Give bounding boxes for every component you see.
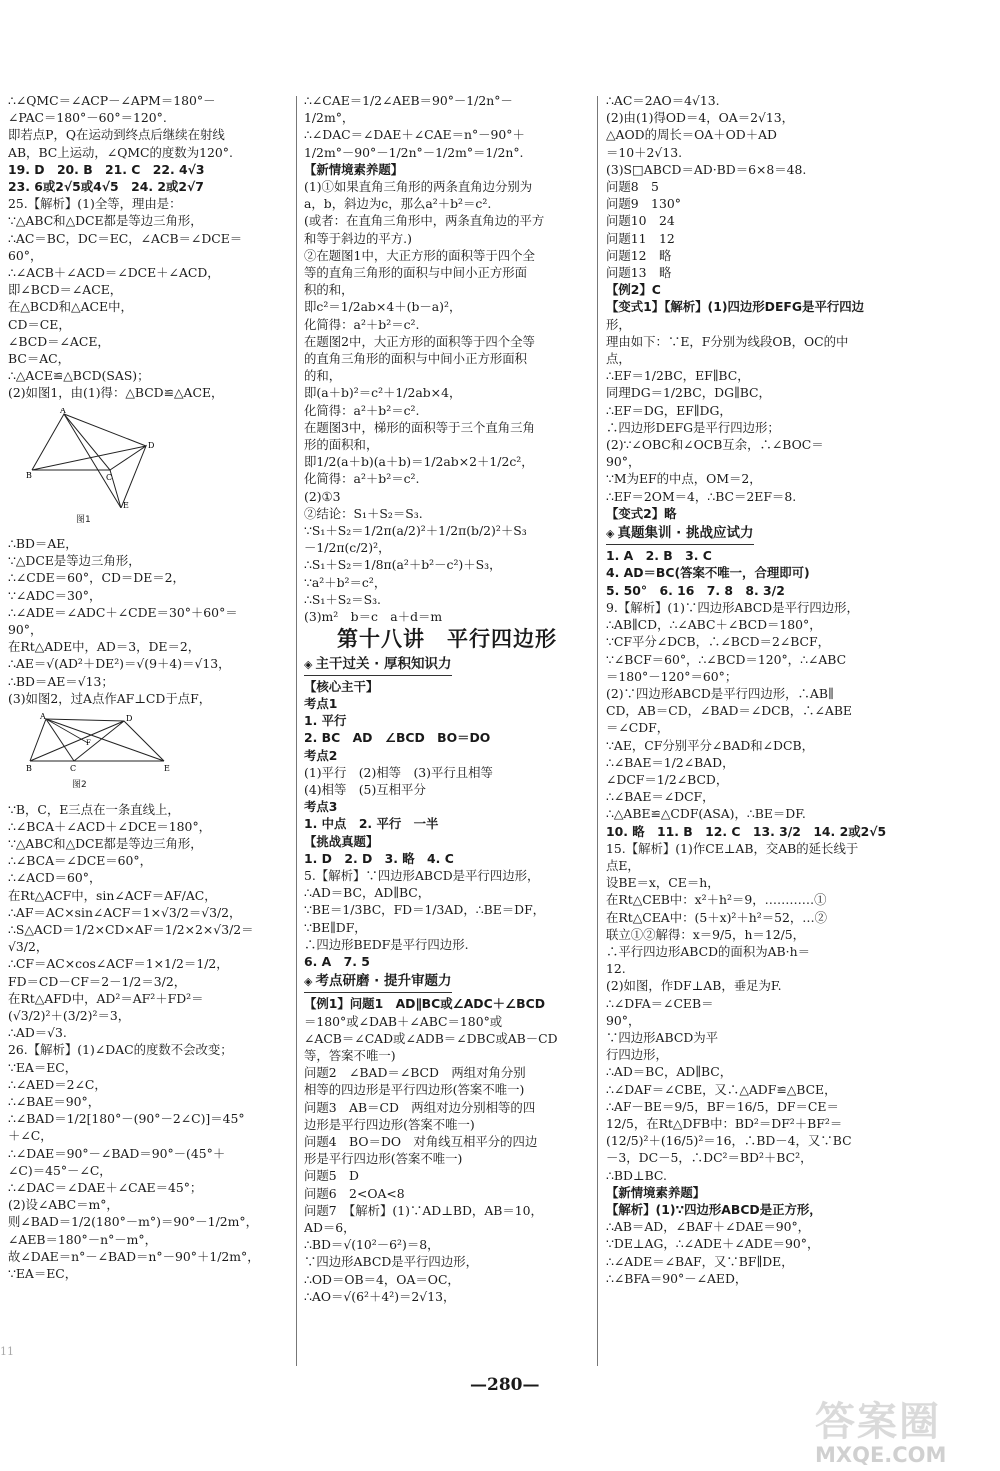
- text-line: ∴∠CAE＝1/2∠AEB＝90°－1/2n°－: [304, 93, 513, 108]
- text-line: ＝∠CDF，: [606, 720, 670, 736]
- text-line: ∴AC＝2AO＝4√13.: [606, 93, 720, 108]
- text-line: ∴BD＝AE＝√13；: [8, 673, 114, 689]
- text-line: (1)①如果直角三角形的两条直角边分别为: [304, 179, 533, 195]
- section-banner-2-text: 考点研磨 · 提升审题力: [315, 973, 452, 990]
- text-line: 问题10 24: [606, 213, 675, 229]
- watermark-bottom: MXQE.COM: [815, 1443, 947, 1467]
- text-line: ∴∠ACB＋∠ACD＝∠DCE＋∠ACD，: [8, 265, 220, 281]
- text-line: AD＝6，: [304, 1220, 356, 1235]
- watermark-top: 答案圈: [815, 1399, 941, 1445]
- text-line: ＋∠C，: [8, 1128, 53, 1144]
- text-line: ∴四边形DEFG是平行四边形；: [606, 419, 780, 435]
- text-line: ∠ACB＝∠CAD或∠ADB＝∠DBC或AB－CD: [304, 1030, 558, 1046]
- text-line: 积的和，: [304, 282, 354, 298]
- text-line: 90°，: [606, 454, 641, 470]
- text-line: ∴BD⊥BC.: [606, 1167, 667, 1183]
- text-line: 形是平行四边形(答案不唯一): [304, 1151, 463, 1167]
- text-line: ∴∠DAC＝∠DAE＋∠CAE＝n°－90°＋: [304, 127, 525, 143]
- text-line: ∴AB∥CD，∴∠ABC＋∠BCD＝180°，: [606, 617, 822, 633]
- text-line: ∴∠ADE＝∠BAF，又∵BF∥DE，: [606, 1253, 794, 1269]
- text-line: 90°，: [606, 1012, 641, 1028]
- svg-text:E: E: [164, 764, 170, 774]
- text-line: ∵EA＝EC，: [8, 1059, 78, 1075]
- text-line: 在题图3中，梯形的面积等于三个直角三角: [304, 419, 535, 435]
- text-line: ∵BE∥DF，: [304, 919, 367, 935]
- svg-text:B: B: [26, 470, 32, 480]
- column-right: [606, 92, 896, 1287]
- text-line: √3/2，: [8, 939, 49, 955]
- text-line: (3)如图2，过A点作AF⊥CD于点F，: [8, 690, 212, 706]
- text-line: ∠AEB＝180°－n°－m°，: [8, 1231, 158, 1247]
- text-line: ∴∠BCA＋∠ACD＋∠DCE＝180°，: [8, 818, 212, 834]
- text-line: 在题图2中，大正方形的面积等于四个全等: [304, 333, 535, 349]
- text-line: (3)m² b＝c a＋d＝m: [304, 609, 443, 625]
- side-mark: 11: [0, 1345, 14, 1358]
- text-line: ∵△DCE是等边三角形，: [8, 553, 141, 569]
- lecture-title: 第十八讲 平行四边形: [337, 627, 557, 652]
- text-line: ∴∠ADE＝∠ADC＋∠CDE＝30°＋60°＝: [8, 604, 238, 620]
- text-line: ∴AC＝BC，DC＝EC，∠ACB＝∠DCE＝: [8, 230, 243, 246]
- text-line: 形的面积和，: [304, 437, 379, 453]
- text-line: ∵四边形ABCD是平行四边形，: [304, 1254, 478, 1270]
- text-line: ∵CF平分∠DCB，∴∠BCD＝2∠BCF，: [606, 634, 831, 650]
- text-line: 12/5，在Rt△DFB中：BD²＝DF²＋BF²＝: [606, 1115, 843, 1131]
- svg-text:C: C: [70, 764, 77, 774]
- text-line: ∴AD＝BC，AD∥BC，: [304, 885, 431, 901]
- text-line: 相等的四边形是平行四边形(答案不唯一): [304, 1082, 525, 1098]
- text-line: 化简得：a²＋b²＝c².: [304, 402, 420, 418]
- column-left: [8, 92, 288, 1282]
- text-line: 则∠BAD＝1/2(180°－m°)＝90°－1/2m°，: [8, 1214, 258, 1230]
- svg-text:A: A: [40, 713, 46, 722]
- text-line: ∵∠ADC＝30°，: [8, 587, 102, 603]
- text-line: 60°，: [8, 247, 43, 263]
- text-line: 15.【解析】(1)作CE⊥AB，交AB的延长线于: [606, 840, 859, 856]
- text-line: 点E，: [606, 857, 640, 873]
- text-line: (2)如图，作DF⊥AB，垂足为F.: [606, 978, 782, 994]
- text-line: ∵BE＝1/3BC，FD＝1/3AD，∴BE＝DF，: [304, 902, 546, 918]
- text-line: ∠BCD＝∠ACE，: [8, 333, 110, 349]
- text-line: ∴∠DAC＝∠DAE＋∠CAE＝45°；: [8, 1179, 203, 1195]
- figure-1: [26, 408, 288, 529]
- text-line: 问题9 130°: [606, 196, 681, 212]
- text-line: (2)∵四边形ABCD是平行四边形，∴AB∥: [606, 685, 834, 701]
- text-line: 2. BC AD ∠BCD BO＝DO: [304, 730, 491, 746]
- text-line: ∵a²＋b²＝c²，: [304, 574, 387, 590]
- text-line: ∴∠QMC＝∠ACP－∠APM＝180°－: [8, 93, 216, 108]
- text-line: ∴AF－BE＝9/5，BF＝16/5，DF＝CE＝: [606, 1098, 839, 1114]
- text-line: ∴平行四边形ABCD的面积为AB·h＝: [606, 943, 810, 959]
- text-line: ∴EF＝1/2BC，EF∥BC，: [606, 368, 750, 384]
- text-line: 【解析】(1)∵四边形ABCD是正方形，: [606, 1202, 822, 1217]
- text-line: △AOD的周长＝OA＋OD＋AD: [606, 127, 777, 143]
- text-line: ∴AF＝AC×sin∠ACF＝1×√3/2＝√3/2，: [8, 904, 242, 920]
- text-line: 23. 6或2√5或4√5 24. 2或2√7: [8, 179, 204, 195]
- text-line: 问题12 略: [606, 247, 672, 263]
- text-line: ∠DCF＝1/2∠BCD，: [606, 771, 729, 787]
- text-line: ＝10＋2√13.: [606, 144, 683, 160]
- svg-text:F: F: [86, 739, 91, 748]
- text-line: ∵∠BCF＝60°，∴∠BCD＝120°，∴∠ABC: [606, 651, 847, 667]
- text-line: 【新情境素养题】: [606, 1184, 706, 1200]
- text-line: 和等于斜边的平方.): [304, 230, 412, 246]
- watermark: [815, 1390, 990, 1468]
- text-line: 在Rt△CEA中：(5＋x)²＋h²＝52，…②: [606, 909, 828, 925]
- text-line: 问题6 2<OA<8: [304, 1185, 405, 1201]
- text-line: ∴∠DAE＝90°－∠BAD＝90°－(45°＋: [8, 1145, 226, 1161]
- text-line: FD＝CD－CF＝2－1/2＝3/2，: [8, 973, 187, 989]
- text-line: 4. AD＝BC(答案不唯一，合理即可): [606, 565, 810, 581]
- text-line: 考点1: [304, 695, 338, 711]
- text-line: 问题8 5: [606, 179, 659, 195]
- text-line: 90°，: [8, 622, 43, 638]
- text-line: 【核心主干】: [304, 678, 379, 694]
- text-line: ∴∠BAD＝1/2[180°－(90°－2∠C)]＝45°: [8, 1111, 245, 1127]
- text-line: 考点3: [304, 799, 338, 815]
- text-line: 联立①②解得：x＝9/5，h＝12/5，: [606, 926, 806, 942]
- text-line: (3)S□ABCD＝AD·BD＝6×8＝48.: [606, 161, 807, 177]
- text-line: (√3/2)²＋(3/2)²＝3，: [8, 1007, 131, 1023]
- text-line: －3，DC－5，∴DC²＝BD²＋BC²，: [606, 1150, 813, 1166]
- text-line: ∴S△ACD＝1/2×CD×AF＝1/2×2×√3/2＝: [8, 921, 254, 937]
- text-line: 1. A 2. B 3. C: [606, 548, 712, 564]
- text-line: 在Rt△ACF中，sin∠ACF＝AF/AC，: [8, 887, 217, 903]
- text-line: －1/2π(c/2)²，: [304, 540, 391, 556]
- text-line: 即1/2(a＋b)(a＋b)＝1/2ab×2＋1/2c²，: [304, 454, 534, 470]
- text-line: ∵M为EF的中点，OM＝2，: [606, 471, 762, 487]
- text-line: ∴S₁＋S₂＝S₃.: [304, 591, 381, 607]
- column-divider-right: [597, 96, 598, 1366]
- text-line: ∵AE，CF分别平分∠BAD和∠DCB，: [606, 737, 814, 753]
- text-line: 在Rt△CEB中：x²＋h²＝9，…………①: [606, 892, 827, 908]
- page-number: —280—: [470, 1375, 540, 1395]
- text-line: ∴AD＝√3.: [8, 1025, 67, 1041]
- text-line: 考点2: [304, 747, 338, 763]
- text-line: 12.: [606, 961, 626, 977]
- text-line: ∴EF＝DG，EF∥DG，: [606, 402, 732, 418]
- text-line: (2)①3: [304, 488, 341, 504]
- diamond-icon: ◈: [606, 527, 615, 541]
- text-line: ∴AO＝√(6²＋4²)＝2√13，: [304, 1288, 456, 1304]
- text-line: 化简得：a²＋b²＝c².: [304, 471, 420, 487]
- text-line: 等的直角三角形的面积与中间小正方形面: [304, 265, 528, 281]
- text-line: 的和，: [304, 368, 342, 384]
- text-line: 1/2m°－90°－1/2n°－1/2m°＝1/2n°.: [304, 144, 524, 160]
- text-line: ∴∠BCA＝∠DCE＝60°，: [8, 853, 153, 869]
- text-line: a，b，斜边为c，那么a²＋b²＝c².: [304, 196, 492, 212]
- text-line: ∵△ABC和△DCE都是等边三角形，: [8, 835, 203, 851]
- svg-text:D: D: [126, 714, 133, 724]
- text-line: ∴∠DAF＝∠CBE，又∴△ADF≌△BCE，: [606, 1081, 837, 1097]
- figure-2-caption: 图2: [72, 780, 87, 791]
- text-line: 【新情境素养题】: [304, 161, 404, 177]
- text-line: ②在题图1中，大正方形的面积等于四个全: [304, 247, 535, 263]
- text-line: 1. D 2. D 3. 略 4. C: [304, 850, 454, 866]
- text-line: ∴∠CDE＝60°，CD＝DE＝2，: [8, 570, 185, 586]
- section-banner-1: [304, 655, 452, 676]
- text-line: 即若点P，Q在运动到终点后继续在射线: [8, 127, 225, 143]
- text-line: 【变式2】略: [606, 505, 677, 521]
- text-line: ∴∠BAE＝1/2∠BAD，: [606, 754, 735, 770]
- text-line: ∴EF＝2OM＝4，∴BC＝2EF＝8.: [606, 488, 797, 504]
- text-line: 在△BCD和△ACE中，: [8, 299, 133, 315]
- svg-text:B: B: [26, 764, 32, 774]
- text-line: (或者：在直角三角形中，两条直角边的平方: [304, 213, 545, 229]
- svg-text:E: E: [123, 500, 129, 508]
- column-middle: [304, 92, 590, 1305]
- section-banner-3-text: 真题集训 · 挑战应试力: [617, 525, 754, 542]
- text-line: ∴BD＝√(10²－6²)＝8，: [304, 1237, 440, 1253]
- text-line: 同理DG＝1/2BC，DG∥BC，: [606, 385, 771, 401]
- text-line: 6. A 7. 5: [304, 953, 370, 969]
- text-line: 设BE＝x，CE＝h，: [606, 875, 720, 891]
- text-line: 问题3 AB＝CD 两组对边分别相等的四: [304, 1099, 536, 1115]
- section-banner-3: [606, 524, 754, 545]
- text-line: 1. 平行: [304, 713, 347, 729]
- text-line: 25.【解析】(1)全等，理由是：: [8, 196, 182, 212]
- text-line: 点，: [606, 351, 631, 367]
- section-banner-1-text: 主干过关 · 厚积知识力: [315, 655, 452, 672]
- text-line: ∴AB＝AD，∠BAF＋∠DAE＝90°，: [606, 1219, 811, 1235]
- text-line: (2)设∠ABC＝m°，: [8, 1197, 119, 1213]
- text-line: 问题13 略: [606, 265, 672, 281]
- text-line: 边形是平行四边形(答案不唯一): [304, 1116, 475, 1132]
- text-line: ∴∠DFA＝∠CEB＝: [606, 995, 714, 1011]
- text-line: 故∠DAE＝n°－∠BAD＝n°－90°＋1/2m°，: [8, 1248, 260, 1264]
- section-banner-2: [304, 972, 452, 993]
- text-line: 【例1】问题1 AD∥BC或∠ADC＋∠BCD: [304, 996, 545, 1012]
- text-line: (4)相等 (5)互相平分: [304, 781, 426, 797]
- text-line: 问题2 ∠BAD＝∠BCD 两组对角分别: [304, 1065, 526, 1081]
- text-line: ∴∠AED＝2∠C，: [8, 1076, 107, 1092]
- text-line: 26.【解析】(1)∠DAC的度数不会改变；: [8, 1042, 233, 1058]
- text-line: ∴△ACE≌△BCD(SAS)；: [8, 368, 150, 384]
- text-line: ∴∠BAE＝90°，: [8, 1093, 101, 1109]
- diamond-icon: ◈: [304, 657, 313, 671]
- text-line: ∵四边形ABCD为平: [606, 1029, 719, 1045]
- text-line: ∵△ABC和△DCE都是等边三角形，: [8, 213, 203, 229]
- text-line: 即c²＝1/2ab×4＋(b－a)²，: [304, 299, 462, 315]
- text-line: 即∠BCD＝∠ACE，: [8, 282, 123, 298]
- column-divider-left: [296, 96, 297, 1366]
- text-line: ∴AD＝BC，AD∥BC，: [606, 1064, 733, 1080]
- text-line: 1. 中点 2. 平行 一半: [304, 816, 439, 832]
- figure-2: [26, 713, 288, 794]
- text-line: ∵DE⊥AG，∴∠ADE＋∠ADE＝90°，: [606, 1236, 820, 1252]
- text-line: 即(a＋b)²＝c²＋1/2ab×4，: [304, 385, 462, 401]
- text-line: ∴△ABE≌△CDF(ASA)，∴BE＝DF.: [606, 806, 806, 822]
- text-line: (2)∵∠OBC和∠OCB互余，∴∠BOC＝: [606, 437, 824, 453]
- text-line: 理由如下：∵E，F分别为线段OB，OC的中: [606, 333, 849, 349]
- text-line: (1)平行 (2)相等 (3)平行且相等: [304, 764, 493, 780]
- text-line: 问题7 【解析】(1)∵AD⊥BD，AB＝10，: [304, 1202, 543, 1218]
- text-line: 【变式1】【解析】(1)四边形DEFG是平行四边: [606, 299, 865, 315]
- text-line: ∠C)＝45°－∠C，: [8, 1162, 112, 1178]
- text-line: ∴OD＝OB＝4，OA＝OC，: [304, 1271, 460, 1287]
- text-line: 9.【解析】(1)∵四边形ABCD是平行四边形，: [606, 599, 859, 615]
- text-line: ∴S₁＋S₂＝1/8π(a²＋b²－c²)＋S₃，: [304, 557, 502, 573]
- text-line: ∴∠BFA＝90°－∠AED，: [606, 1270, 748, 1286]
- text-line: ∴BD＝AE，: [8, 536, 78, 552]
- text-line: 行四边形，: [606, 1047, 668, 1063]
- text-line: 5. 50° 6. 16 7. 8 8. 3/2: [606, 582, 785, 598]
- text-line: 在Rt△ADE中，AD＝3，DE＝2，: [8, 639, 201, 655]
- text-line: 等，答案不唯一): [304, 1047, 396, 1063]
- text-line: 5.【解析】∵四边形ABCD是平行四边形，: [304, 867, 540, 883]
- text-line: ∴∠ACD＝60°，: [8, 870, 102, 886]
- text-line: 的直角三角形的面积与中间小正方形面积: [304, 351, 528, 367]
- text-line: ∠PAC＝180°－60°＝120°.: [8, 110, 167, 126]
- text-line: 【挑战真题】: [304, 833, 379, 849]
- diamond-icon: ◈: [304, 975, 313, 989]
- text-line: BC＝AC，: [8, 351, 71, 367]
- text-line: (2)如图1，由(1)得：△BCD≌△ACE，: [8, 385, 224, 401]
- text-line: ∵B，C，E三点在一条直线上，: [8, 801, 180, 817]
- text-line: ∴CF＝AC×cos∠ACF＝1×1/2＝1/2，: [8, 956, 229, 972]
- text-line: 19. D 20. B 21. C 22. 4√3: [8, 161, 205, 177]
- text-line: AB，BC上运动，∠QMC的度数为120°.: [8, 144, 233, 160]
- text-line: 化简得：a²＋b²＝c².: [304, 316, 420, 332]
- svg-text:A: A: [60, 407, 66, 415]
- text-line: 问题11 12: [606, 230, 675, 246]
- text-line: ∵S₁＋S₂＝1/2π(a/2)²＋1/2π(b/2)²＋S₃: [304, 523, 527, 539]
- text-line: ＝180°－120°＝60°；: [606, 668, 738, 684]
- text-line: 问题4 BO＝DO 对角线互相平分的四边: [304, 1133, 538, 1149]
- text-line: 【例2】C: [606, 282, 661, 298]
- text-line: ∵EA＝EC，: [8, 1265, 78, 1281]
- text-line: ∴AE＝√(AD²＋DE²)＝√(9＋4)＝√13，: [8, 656, 231, 672]
- text-line: ②结论：S₁＋S₂＝S₃.: [304, 505, 423, 521]
- text-line: ∴∠BAE＝∠DCF，: [606, 789, 715, 805]
- svg-text:C: C: [106, 472, 113, 482]
- text-line: 问题5 D: [304, 1168, 359, 1184]
- text-line: 1/2m°，: [304, 110, 355, 126]
- text-line: 形，: [606, 316, 631, 332]
- text-line: 在Rt△AFD中，AD²＝AF²＋FD²＝: [8, 990, 204, 1006]
- figure-1-caption: 图1: [76, 514, 91, 525]
- text-line: CD，AB＝CD，∠BAD＝∠DCB，∴∠ABE: [606, 703, 852, 719]
- text-line: 10. 略 11. B 12. C 13. 3/2 14. 2或2√5: [606, 823, 887, 839]
- svg-text:D: D: [148, 440, 155, 450]
- text-line: (12/5)²＋(16/5)²＝16，∴BD－4，又∵BC: [606, 1133, 852, 1149]
- text-line: ＝180°或∠DAB＋∠ABC＝180°或: [304, 1013, 503, 1029]
- text-line: (2)由(1)得OD＝4，OA＝2√13，: [606, 110, 795, 126]
- text-line: CD＝CE，: [8, 316, 71, 332]
- text-line: ∴四边形BEDF是平行四边形.: [304, 936, 469, 952]
